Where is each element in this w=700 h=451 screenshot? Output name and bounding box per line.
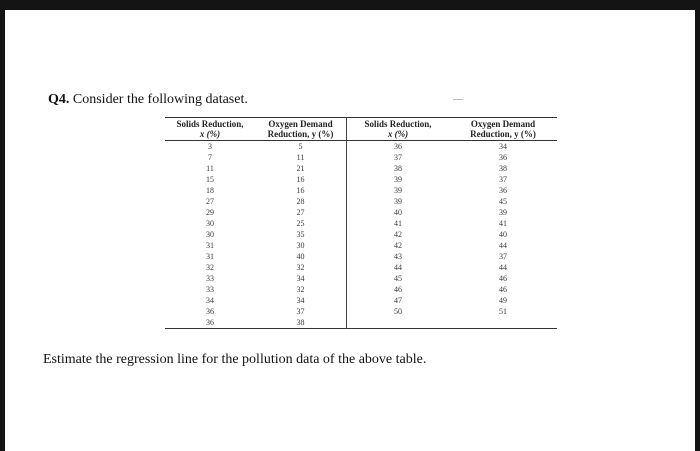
- table-cell: 39: [499, 208, 507, 217]
- table-body: [165, 141, 557, 329]
- table-row: [165, 262, 557, 273]
- table-cell: 27: [206, 197, 214, 206]
- data-table: [165, 117, 557, 329]
- question-text: Consider the following dataset.: [69, 92, 248, 107]
- table-cell: 36: [394, 142, 402, 151]
- table-cell: 32: [206, 263, 214, 272]
- table-cell: 7: [208, 153, 212, 162]
- table-cell: 37: [499, 175, 507, 184]
- table-row: [165, 218, 557, 229]
- table-cell: 46: [499, 274, 507, 283]
- table-cell: 37: [499, 252, 507, 261]
- table-cell: 30: [206, 230, 214, 239]
- table-row: [165, 251, 557, 262]
- header-solids-reduction-2: Solids Reduction, x (%): [347, 118, 450, 141]
- table-cell: 36: [499, 153, 507, 162]
- table-row: [165, 284, 557, 295]
- table-cell: 37: [394, 153, 402, 162]
- table-cell: 36: [206, 318, 214, 327]
- table-cell: 37: [255, 306, 347, 317]
- table-row: [165, 207, 557, 218]
- table-cell: 39: [394, 197, 402, 206]
- table-cell: 11: [255, 152, 347, 163]
- table-cell: 42: [394, 241, 402, 250]
- header-oxygen-demand-1: Oxygen Demand Reduction, y (%): [255, 118, 347, 141]
- table-cell: 34: [255, 273, 347, 284]
- table-cell: 32: [255, 262, 347, 273]
- table-header-row: [165, 118, 557, 141]
- table-row: [165, 306, 557, 317]
- table-row: [165, 240, 557, 251]
- table-row: [165, 317, 557, 329]
- table-cell: 39: [394, 186, 402, 195]
- table-row: [165, 163, 557, 174]
- table-cell: 3: [208, 142, 212, 151]
- table-cell: 46: [394, 285, 402, 294]
- table-cell: 49: [499, 296, 507, 305]
- table-cell: 43: [394, 252, 402, 261]
- table-cell: 11: [206, 164, 214, 173]
- header-solids-reduction-1: Solids Reduction, x (%): [165, 118, 255, 141]
- table-cell: 33: [206, 285, 214, 294]
- question-number: Q4.: [48, 92, 70, 107]
- table-cell: 41: [499, 219, 507, 228]
- instruction-text: Estimate the regression line for the pollution data of the above table.: [43, 352, 427, 367]
- table-cell: 38: [499, 164, 507, 173]
- table-cell: 45: [499, 197, 507, 206]
- table-cell: 47: [394, 296, 402, 305]
- table-cell: 44: [499, 241, 507, 250]
- table-cell: 18: [206, 186, 214, 195]
- table-cell: 31: [206, 252, 214, 261]
- table-cell: 16: [255, 185, 347, 196]
- table-row: [165, 229, 557, 240]
- table-cell: 46: [499, 285, 507, 294]
- table-cell: 35: [255, 229, 347, 240]
- table-row: [165, 295, 557, 306]
- table-cell: 32: [255, 284, 347, 295]
- table-cell: 36: [206, 307, 214, 316]
- table-cell: 15: [206, 175, 214, 184]
- table-cell: 29: [206, 208, 214, 217]
- table-row: [165, 273, 557, 284]
- table-cell: 44: [394, 263, 402, 272]
- table-row: [165, 196, 557, 207]
- table-cell: 30: [255, 240, 347, 251]
- table-cell: 34: [255, 295, 347, 306]
- table-row: [165, 141, 557, 153]
- table-row: [165, 152, 557, 163]
- table-cell: 40: [499, 230, 507, 239]
- table-cell: 30: [206, 219, 214, 228]
- table-cell: 27: [255, 207, 347, 218]
- table-cell: 34: [499, 142, 507, 151]
- table-cell: 42: [394, 230, 402, 239]
- table-cell: [449, 317, 557, 329]
- table-cell: [347, 317, 450, 329]
- table-cell: 40: [255, 251, 347, 262]
- table-cell: 45: [394, 274, 402, 283]
- table-row: [165, 185, 557, 196]
- table-cell: 39: [394, 175, 402, 184]
- table-cell: 25: [255, 218, 347, 229]
- table-cell: 44: [499, 263, 507, 272]
- table-cell: 5: [255, 141, 347, 153]
- table-cell: 50: [394, 307, 402, 316]
- table-cell: 16: [255, 174, 347, 185]
- table-row: [165, 174, 557, 185]
- small-dash-mark: [453, 99, 463, 100]
- table-cell: 28: [255, 196, 347, 207]
- table-cell: 21: [255, 163, 347, 174]
- table-cell: 38: [394, 164, 402, 173]
- question-heading: [48, 92, 248, 108]
- table-cell: 36: [499, 186, 507, 195]
- table-cell: 31: [206, 241, 214, 250]
- table-cell: 38: [255, 317, 347, 329]
- table-cell: 33: [206, 274, 214, 283]
- table-cell: 34: [206, 296, 214, 305]
- table-cell: 41: [394, 219, 402, 228]
- table-cell: 51: [499, 307, 507, 316]
- table-cell: 40: [394, 208, 402, 217]
- header-oxygen-demand-2: Oxygen Demand Reduction, y (%): [449, 118, 557, 141]
